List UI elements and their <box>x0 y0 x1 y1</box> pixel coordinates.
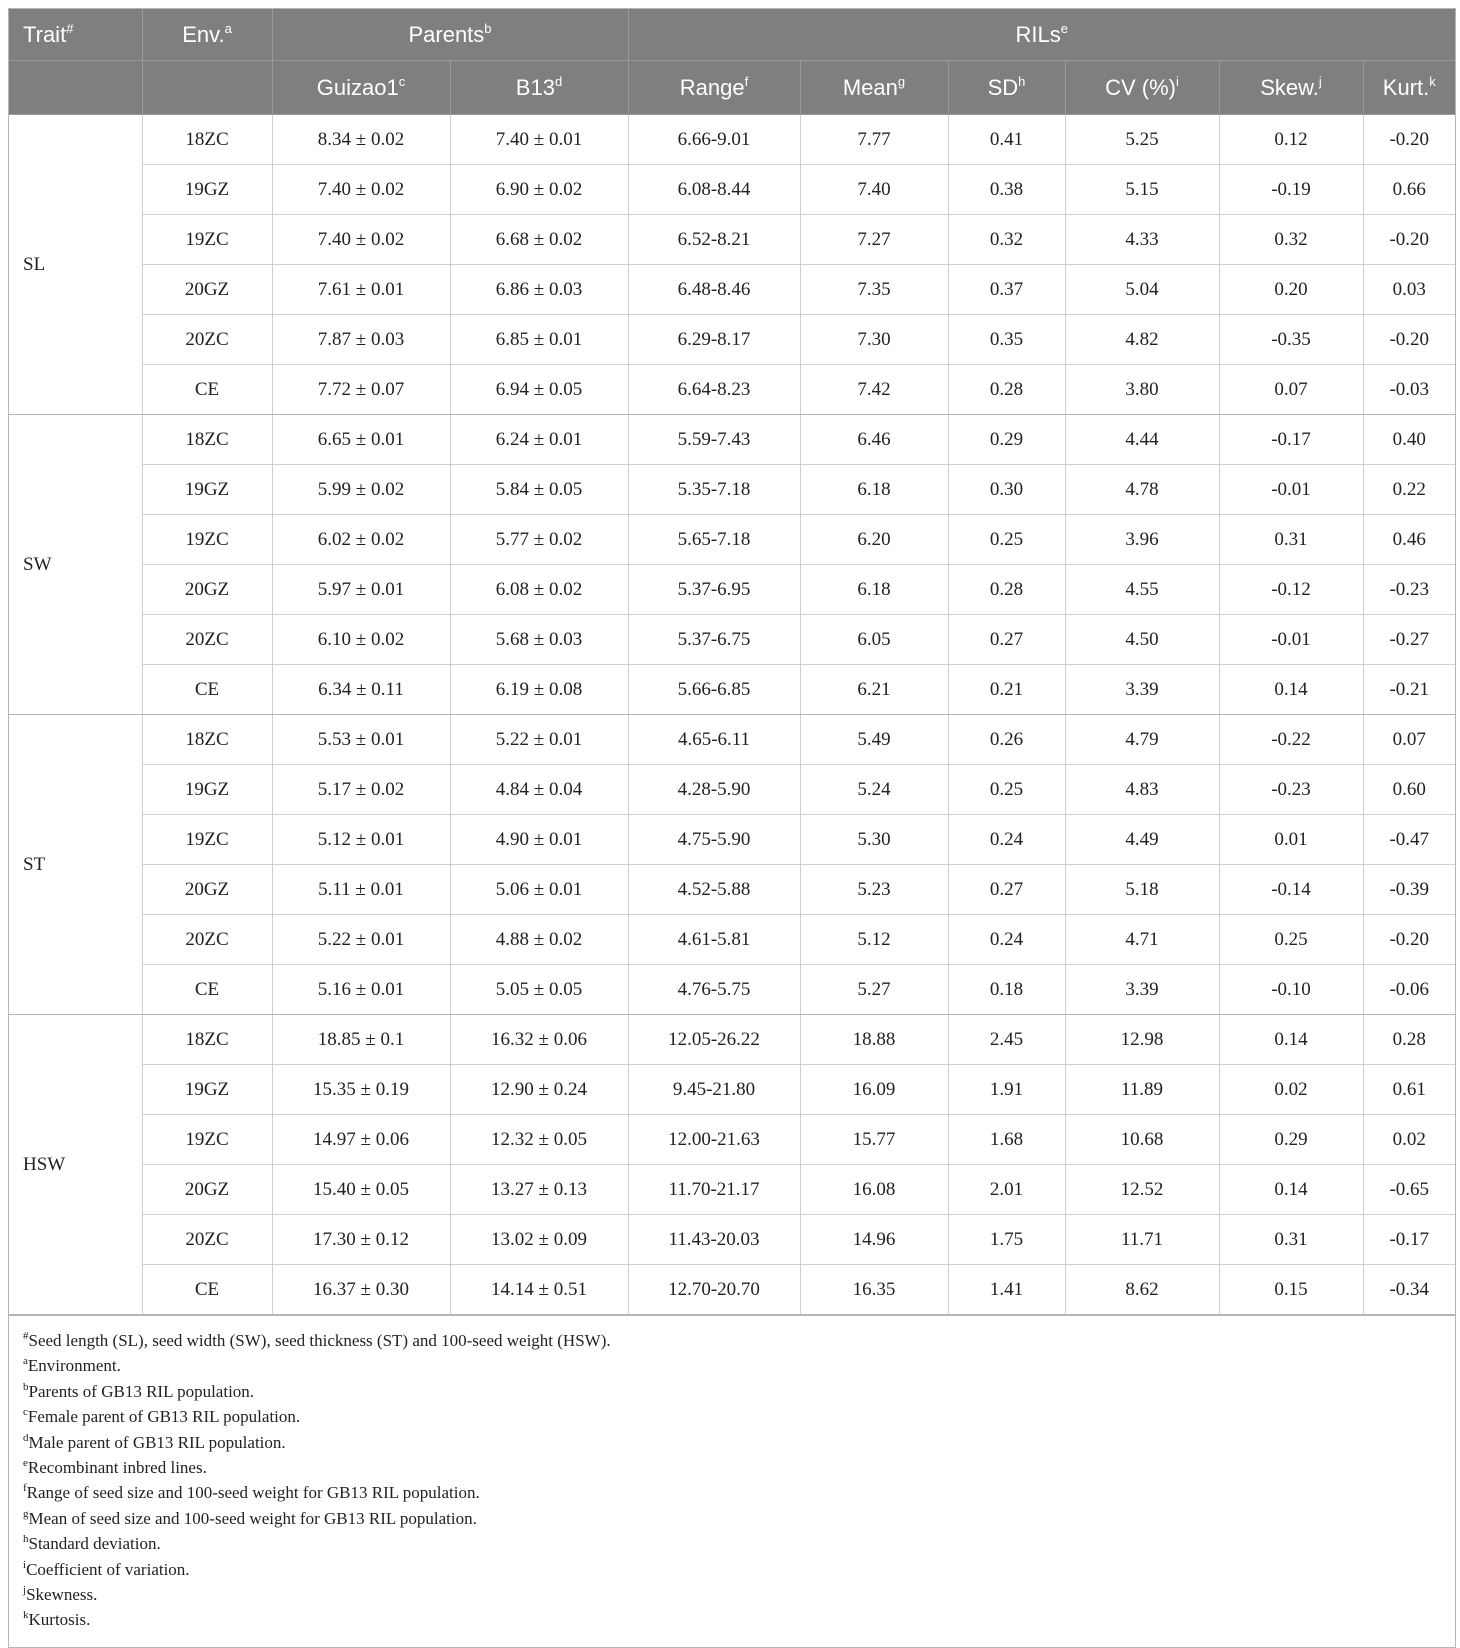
table-row <box>9 565 1455 615</box>
value-cell: 6.86 ± 0.03 <box>450 265 628 315</box>
value-cell: 11.43-20.03 <box>628 1215 800 1265</box>
value-cell: 5.06 ± 0.01 <box>450 865 628 915</box>
value-cell: -0.06 <box>1363 965 1455 1015</box>
env-cell: 18ZC <box>142 115 272 165</box>
table-row <box>9 1215 1455 1265</box>
table-row <box>9 1265 1455 1315</box>
value-cell: 5.12 <box>800 915 948 965</box>
env-cell: CE <box>142 365 272 415</box>
value-cell: -0.23 <box>1363 565 1455 615</box>
value-cell: 14.14 ± 0.51 <box>450 1265 628 1315</box>
value-cell: 7.27 <box>800 215 948 265</box>
table-row <box>9 115 1455 165</box>
table-row <box>9 465 1455 515</box>
value-cell: -0.20 <box>1363 115 1455 165</box>
value-cell: 0.14 <box>1219 1165 1363 1215</box>
col-header-mean: Mean$^g$ <box>800 61 948 115</box>
table-row <box>9 165 1455 215</box>
value-cell: 4.75-5.90 <box>628 815 800 865</box>
value-cell: 10.68 <box>1065 1115 1219 1165</box>
col-header-kurt: Kurt.$^k$ <box>1363 61 1455 115</box>
value-cell: 0.31 <box>1219 1215 1363 1265</box>
value-cell: -0.01 <box>1219 615 1363 665</box>
value-cell: 6.19 ± 0.08 <box>450 665 628 715</box>
value-cell: 7.87 ± 0.03 <box>272 315 450 365</box>
table-row <box>9 915 1455 965</box>
table-row <box>9 815 1455 865</box>
value-cell: 15.40 ± 0.05 <box>272 1165 450 1215</box>
value-cell: 1.68 <box>948 1115 1065 1165</box>
env-cell: CE <box>142 1265 272 1315</box>
value-cell: 4.52-5.88 <box>628 865 800 915</box>
table-row <box>9 865 1455 915</box>
value-cell: -0.35 <box>1219 315 1363 365</box>
value-cell: 18.88 <box>800 1015 948 1065</box>
env-cell: 20ZC <box>142 915 272 965</box>
footnote: $^i$Coefficient of variation. <box>23 1558 190 1579</box>
value-cell: 9.45-21.80 <box>628 1065 800 1115</box>
value-cell: 6.66-9.01 <box>628 115 800 165</box>
env-cell: 19ZC <box>142 215 272 265</box>
value-cell: 6.52-8.21 <box>628 215 800 265</box>
value-cell: 5.35-7.18 <box>628 465 800 515</box>
value-cell: 0.28 <box>1363 1015 1455 1065</box>
col-header-rils: RILs$^e$ <box>628 9 1455 61</box>
value-cell: 4.83 <box>1065 765 1219 815</box>
value-cell: 0.18 <box>948 965 1065 1015</box>
env-cell: 19ZC <box>142 515 272 565</box>
value-cell: 5.12 ± 0.01 <box>272 815 450 865</box>
env-cell: 19ZC <box>142 1115 272 1165</box>
value-cell: 4.28-5.90 <box>628 765 800 815</box>
value-cell: 0.40 <box>1363 415 1455 465</box>
value-cell: -0.03 <box>1363 365 1455 415</box>
value-cell: 7.72 ± 0.07 <box>272 365 450 415</box>
value-cell: 7.40 ± 0.02 <box>272 165 450 215</box>
value-cell: 7.77 <box>800 115 948 165</box>
value-cell: 0.15 <box>1219 1265 1363 1315</box>
table-row <box>9 765 1455 815</box>
value-cell: 0.24 <box>948 815 1065 865</box>
value-cell: 6.94 ± 0.05 <box>450 365 628 415</box>
value-cell: 4.78 <box>1065 465 1219 515</box>
value-cell: 4.50 <box>1065 615 1219 665</box>
value-cell: 3.96 <box>1065 515 1219 565</box>
header-row-2 <box>9 61 1455 115</box>
env-cell: 20GZ <box>142 1165 272 1215</box>
value-cell: -0.01 <box>1219 465 1363 515</box>
value-cell: 12.05-26.22 <box>628 1015 800 1065</box>
value-cell: 0.26 <box>948 715 1065 765</box>
value-cell: 5.97 ± 0.01 <box>272 565 450 615</box>
value-cell: 5.68 ± 0.03 <box>450 615 628 665</box>
value-cell: 16.37 ± 0.30 <box>272 1265 450 1315</box>
value-cell: 5.77 ± 0.02 <box>450 515 628 565</box>
value-cell: 5.27 <box>800 965 948 1015</box>
value-cell: 5.15 <box>1065 165 1219 215</box>
footnote: $^f$Range of seed size and 100-seed weight for GB13 RIL population. <box>23 1482 480 1503</box>
header-row-1 <box>9 9 1455 61</box>
value-cell: 6.08-8.44 <box>628 165 800 215</box>
env-cell: 19GZ <box>142 165 272 215</box>
value-cell: 4.84 ± 0.04 <box>450 765 628 815</box>
table-row <box>9 965 1455 1015</box>
value-cell: 0.20 <box>1219 265 1363 315</box>
value-cell: 0.31 <box>1219 515 1363 565</box>
value-cell: 7.61 ± 0.01 <box>272 265 450 315</box>
value-cell: 4.71 <box>1065 915 1219 965</box>
value-cell: 3.80 <box>1065 365 1219 415</box>
col-header-range: Range$^f$ <box>628 61 800 115</box>
value-cell: 0.25 <box>948 515 1065 565</box>
value-cell: 16.09 <box>800 1065 948 1115</box>
value-cell: 4.55 <box>1065 565 1219 615</box>
env-cell: 19ZC <box>142 815 272 865</box>
value-cell: 2.01 <box>948 1165 1065 1215</box>
env-cell: 18ZC <box>142 1015 272 1065</box>
table-row <box>9 665 1455 715</box>
value-cell: 6.02 ± 0.02 <box>272 515 450 565</box>
col-header-empty <box>9 61 142 115</box>
value-cell: 0.14 <box>1219 1015 1363 1065</box>
value-cell: 5.24 <box>800 765 948 815</box>
value-cell: 4.88 ± 0.02 <box>450 915 628 965</box>
footnote: $^a$Environment. <box>23 1355 121 1376</box>
value-cell: 6.48-8.46 <box>628 265 800 315</box>
value-cell: 16.08 <box>800 1165 948 1215</box>
value-cell: 0.28 <box>948 365 1065 415</box>
data-table-container <box>8 8 1456 1648</box>
value-cell: 6.20 <box>800 515 948 565</box>
value-cell: 6.08 ± 0.02 <box>450 565 628 615</box>
value-cell: -0.12 <box>1219 565 1363 615</box>
value-cell: 12.98 <box>1065 1015 1219 1065</box>
value-cell: 12.90 ± 0.24 <box>450 1065 628 1115</box>
value-cell: 0.25 <box>948 765 1065 815</box>
value-cell: 0.29 <box>948 415 1065 465</box>
value-cell: 0.46 <box>1363 515 1455 565</box>
value-cell: 0.24 <box>948 915 1065 965</box>
value-cell: 5.59-7.43 <box>628 415 800 465</box>
value-cell: 0.14 <box>1219 665 1363 715</box>
value-cell: 4.82 <box>1065 315 1219 365</box>
value-cell: 5.17 ± 0.02 <box>272 765 450 815</box>
value-cell: 0.38 <box>948 165 1065 215</box>
value-cell: 4.90 ± 0.01 <box>450 815 628 865</box>
value-cell: 5.16 ± 0.01 <box>272 965 450 1015</box>
table-row <box>9 615 1455 665</box>
env-cell: 19GZ <box>142 1065 272 1115</box>
table-row <box>9 365 1455 415</box>
value-cell: 0.02 <box>1363 1115 1455 1165</box>
table-row <box>9 715 1455 765</box>
value-cell: 4.61-5.81 <box>628 915 800 965</box>
env-cell: CE <box>142 965 272 1015</box>
value-cell: 5.65-7.18 <box>628 515 800 565</box>
value-cell: 0.25 <box>1219 915 1363 965</box>
value-cell: 13.02 ± 0.09 <box>450 1215 628 1265</box>
env-cell: 19GZ <box>142 465 272 515</box>
col-header-trait: Trait# <box>9 9 142 61</box>
value-cell: -0.19 <box>1219 165 1363 215</box>
value-cell: 4.44 <box>1065 415 1219 465</box>
value-cell: 0.27 <box>948 865 1065 915</box>
value-cell: 0.29 <box>1219 1115 1363 1165</box>
value-cell: 6.10 ± 0.02 <box>272 615 450 665</box>
value-cell: 7.30 <box>800 315 948 365</box>
col-header-b13: B13$^d$ <box>450 61 628 115</box>
value-cell: 5.30 <box>800 815 948 865</box>
env-cell: 20ZC <box>142 315 272 365</box>
value-cell: 5.23 <box>800 865 948 915</box>
value-cell: 6.65 ± 0.01 <box>272 415 450 465</box>
footnotes <box>9 1315 1455 1647</box>
footnote: $^b$Parents of GB13 RIL population. <box>23 1380 255 1401</box>
seed-trait-table <box>9 9 1455 1315</box>
value-cell: 0.12 <box>1219 115 1363 165</box>
value-cell: 14.97 ± 0.06 <box>272 1115 450 1165</box>
value-cell: 0.02 <box>1219 1065 1363 1115</box>
value-cell: 6.64-8.23 <box>628 365 800 415</box>
value-cell: 5.18 <box>1065 865 1219 915</box>
value-cell: -0.34 <box>1363 1265 1455 1315</box>
value-cell: 3.39 <box>1065 965 1219 1015</box>
trait-cell: HSW <box>9 1015 142 1315</box>
table-row <box>9 515 1455 565</box>
value-cell: 17.30 ± 0.12 <box>272 1215 450 1265</box>
value-cell: 5.99 ± 0.02 <box>272 465 450 515</box>
value-cell: 1.41 <box>948 1265 1065 1315</box>
trait-cell: ST <box>9 715 142 1015</box>
value-cell: 6.05 <box>800 615 948 665</box>
value-cell: 5.22 ± 0.01 <box>450 715 628 765</box>
value-cell: 12.52 <box>1065 1165 1219 1215</box>
table-row <box>9 215 1455 265</box>
value-cell: -0.22 <box>1219 715 1363 765</box>
value-cell: 6.29-8.17 <box>628 315 800 365</box>
table-row <box>9 415 1455 465</box>
footnote: $^k$Kurtosis. <box>23 1609 91 1630</box>
env-cell: 20GZ <box>142 565 272 615</box>
trait-cell: SL <box>9 115 142 415</box>
env-cell: 20GZ <box>142 865 272 915</box>
env-cell: 20ZC <box>142 1215 272 1265</box>
value-cell: 5.84 ± 0.05 <box>450 465 628 515</box>
value-cell: 0.66 <box>1363 165 1455 215</box>
trait-cell: SW <box>9 415 142 715</box>
value-cell: 7.40 ± 0.01 <box>450 115 628 165</box>
value-cell: 5.25 <box>1065 115 1219 165</box>
value-cell: 4.49 <box>1065 815 1219 865</box>
value-cell: -0.20 <box>1363 915 1455 965</box>
value-cell: 5.49 <box>800 715 948 765</box>
value-cell: 0.35 <box>948 315 1065 365</box>
value-cell: 0.32 <box>1219 215 1363 265</box>
value-cell: 13.27 ± 0.13 <box>450 1165 628 1215</box>
value-cell: 0.41 <box>948 115 1065 165</box>
value-cell: 18.85 ± 0.1 <box>272 1015 450 1065</box>
value-cell: 0.07 <box>1219 365 1363 415</box>
value-cell: 5.11 ± 0.01 <box>272 865 450 915</box>
value-cell: -0.20 <box>1363 215 1455 265</box>
value-cell: 14.96 <box>800 1215 948 1265</box>
value-cell: 15.35 ± 0.19 <box>272 1065 450 1115</box>
col-header-empty <box>142 61 272 115</box>
value-cell: 6.21 <box>800 665 948 715</box>
value-cell: 6.18 <box>800 565 948 615</box>
footnote: #Seed length (SL), seed width (SW), seed thickness (ST) and 100-seed weight (HSW). <box>23 1330 611 1350</box>
col-header-env: Env.$^a$ <box>142 9 272 61</box>
footnote: $^c$Female parent of GB13 RIL population. <box>23 1406 301 1427</box>
col-header-cv: CV (%)$^i$ <box>1065 61 1219 115</box>
col-header-sd: $SD^h$ <box>948 61 1065 115</box>
value-cell: 5.05 ± 0.05 <box>450 965 628 1015</box>
value-cell: 11.71 <box>1065 1215 1219 1265</box>
value-cell: 6.85 ± 0.01 <box>450 315 628 365</box>
value-cell: 3.39 <box>1065 665 1219 715</box>
value-cell: -0.27 <box>1363 615 1455 665</box>
col-header-skew: Skew.$^j$ <box>1219 61 1363 115</box>
value-cell: 15.77 <box>800 1115 948 1165</box>
value-cell: 1.91 <box>948 1065 1065 1115</box>
env-cell: 20GZ <box>142 265 272 315</box>
value-cell: 0.28 <box>948 565 1065 615</box>
footnote: $^g$Mean of seed size and 100-seed weight for GB13 RIL population. <box>23 1507 477 1528</box>
footnote: $^d$Male parent of GB13 RIL population. <box>23 1431 286 1452</box>
value-cell: 5.66-6.85 <box>628 665 800 715</box>
value-cell: -0.17 <box>1363 1215 1455 1265</box>
value-cell: 7.40 <box>800 165 948 215</box>
value-cell: -0.10 <box>1219 965 1363 1015</box>
value-cell: 12.00-21.63 <box>628 1115 800 1165</box>
value-cell: -0.14 <box>1219 865 1363 915</box>
value-cell: 0.07 <box>1363 715 1455 765</box>
footnote: $^h$Standard deviation. <box>23 1533 161 1554</box>
value-cell: 11.89 <box>1065 1065 1219 1115</box>
value-cell: 8.62 <box>1065 1265 1219 1315</box>
value-cell: 4.33 <box>1065 215 1219 265</box>
value-cell: -0.21 <box>1363 665 1455 715</box>
value-cell: 16.32 ± 0.06 <box>450 1015 628 1065</box>
env-cell: 18ZC <box>142 715 272 765</box>
value-cell: 0.21 <box>948 665 1065 715</box>
value-cell: 5.53 ± 0.01 <box>272 715 450 765</box>
value-cell: 16.35 <box>800 1265 948 1315</box>
value-cell: -0.39 <box>1363 865 1455 915</box>
table-row <box>9 1065 1455 1115</box>
value-cell: 11.70-21.17 <box>628 1165 800 1215</box>
col-header-guizao1: Guizao1$^c$ <box>272 61 450 115</box>
value-cell: 5.04 <box>1065 265 1219 315</box>
value-cell: 0.27 <box>948 615 1065 665</box>
value-cell: 1.75 <box>948 1215 1065 1265</box>
table-body <box>9 115 1455 1315</box>
value-cell: 6.34 ± 0.11 <box>272 665 450 715</box>
value-cell: 5.37-6.75 <box>628 615 800 665</box>
table-row <box>9 315 1455 365</box>
value-cell: 0.61 <box>1363 1065 1455 1115</box>
value-cell: 4.65-6.11 <box>628 715 800 765</box>
value-cell: 0.60 <box>1363 765 1455 815</box>
env-cell: 18ZC <box>142 415 272 465</box>
value-cell: 7.35 <box>800 265 948 315</box>
value-cell: 6.68 ± 0.02 <box>450 215 628 265</box>
value-cell: 5.37-6.95 <box>628 565 800 615</box>
footnote: $^e$Recombinant inbred lines. <box>23 1456 207 1477</box>
value-cell: 0.32 <box>948 215 1065 265</box>
value-cell: 0.37 <box>948 265 1065 315</box>
value-cell: 0.22 <box>1363 465 1455 515</box>
value-cell: 8.34 ± 0.02 <box>272 115 450 165</box>
value-cell: -0.20 <box>1363 315 1455 365</box>
value-cell: -0.65 <box>1363 1165 1455 1215</box>
env-cell: 20ZC <box>142 615 272 665</box>
env-cell: 19GZ <box>142 765 272 815</box>
value-cell: -0.47 <box>1363 815 1455 865</box>
value-cell: 2.45 <box>948 1015 1065 1065</box>
table-row <box>9 1165 1455 1215</box>
value-cell: -0.23 <box>1219 765 1363 815</box>
value-cell: 0.03 <box>1363 265 1455 315</box>
value-cell: 12.32 ± 0.05 <box>450 1115 628 1165</box>
table-row <box>9 1015 1455 1065</box>
value-cell: 12.70-20.70 <box>628 1265 800 1315</box>
table-row <box>9 265 1455 315</box>
table-row <box>9 1115 1455 1165</box>
value-cell: 6.24 ± 0.01 <box>450 415 628 465</box>
env-cell: CE <box>142 665 272 715</box>
value-cell: 6.46 <box>800 415 948 465</box>
value-cell: 6.18 <box>800 465 948 515</box>
value-cell: 7.40 ± 0.02 <box>272 215 450 265</box>
col-header-parents: Parents$^b$ <box>272 9 628 61</box>
value-cell: -0.17 <box>1219 415 1363 465</box>
value-cell: 7.42 <box>800 365 948 415</box>
value-cell: 6.90 ± 0.02 <box>450 165 628 215</box>
footnote: $^j$Skewness. <box>23 1583 98 1604</box>
value-cell: 0.30 <box>948 465 1065 515</box>
value-cell: 4.76-5.75 <box>628 965 800 1015</box>
value-cell: 0.01 <box>1219 815 1363 865</box>
value-cell: 5.22 ± 0.01 <box>272 915 450 965</box>
value-cell: 4.79 <box>1065 715 1219 765</box>
